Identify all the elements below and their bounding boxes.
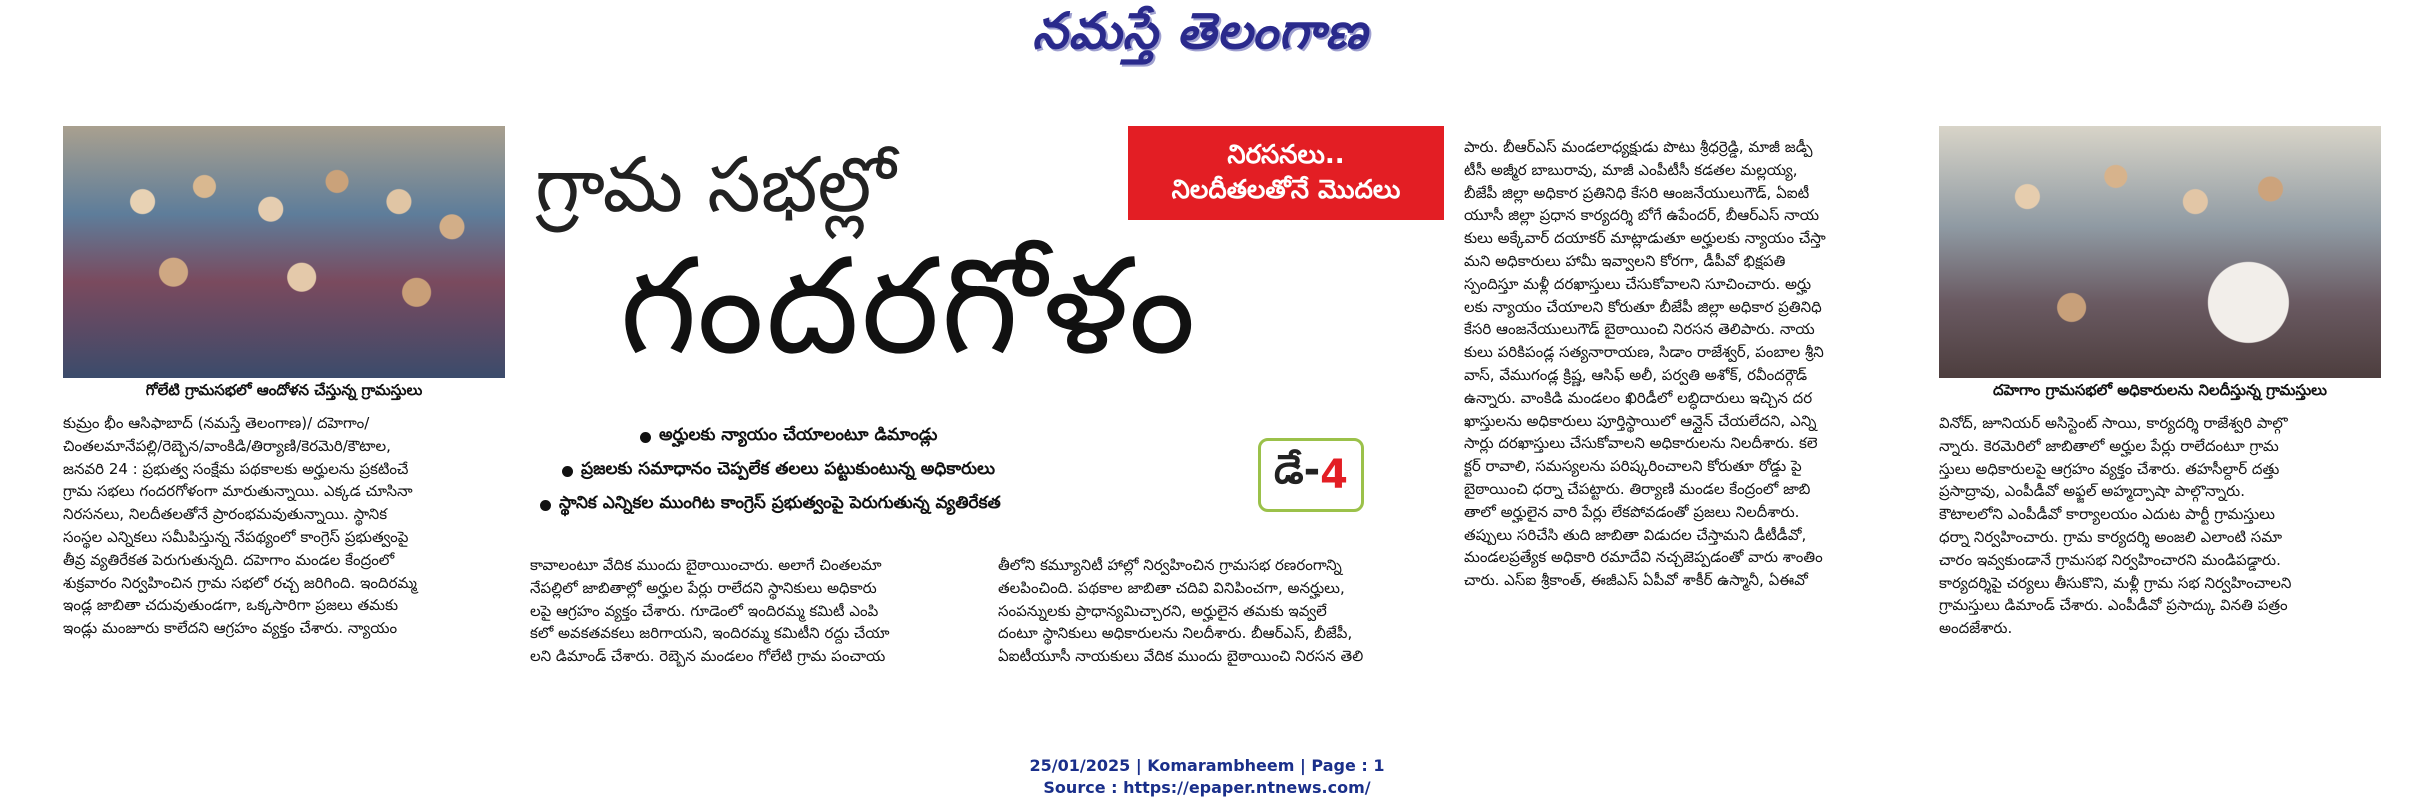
article-line: నిరసనలు, నిలదీతలతోనే ప్రారంభమవుతున్నాయి. స్థానిక [63, 505, 388, 524]
article-line: కేసరి ఆంజనేయులుగౌడ్ బైఠాయించి నిరసన తెలిపారు. నాయ [1464, 320, 1815, 339]
article-line: శుక్రవారం నిర్వహించిన గ్రామ సభలో రచ్చ జరిగింది. ఇందిరమ్మ [63, 573, 417, 592]
article-line: దంటూ స్థానికులు అధికారులను నిలదీశారు. బీఆర్ఎస్, బీజేపీ, [998, 624, 1353, 643]
article-line: టీసీ అజ్మీర బాబురావు, మాజీ ఎంపీటీసీ కడతల మల్లయ్య, [1464, 160, 1798, 179]
article-column-left [63, 412, 505, 640]
article-line: ఇండ్ల జాబితా చదువుతుండగా, ఒక్కసారిగా ప్రజలు తమకు [63, 596, 399, 615]
article-line: కులు పరికిపండ్ల సత్యనారాయణ, సిడాం రాజేశ్వర్, పంబాల శ్రీని [1464, 343, 1824, 362]
article-line: సార్లు దరఖాస్తులు చేసుకోవాలని అధికారులను నిలదీశారు. కలె [1464, 434, 1818, 453]
article-line: తాలో అర్హులైన వారి పేర్లు లేకపోవడంతో ప్రజలు నిలదీశారు. [1464, 502, 1800, 521]
highlight-bullets [540, 420, 1150, 522]
kicker-line-1: నిరసనలు.. [1227, 139, 1345, 170]
bullet-item: స్థానిక ఎన్నికల ముంగిట కాంగ్రెస్ ప్రభుత్వంపై పెరుగుతున్న వ్యతిరేకత [540, 488, 1150, 522]
article-line: లకు న్యాయం చేయాలని కోరుతూ బీజేపీ జిల్లా అధికార ప్రతినిధి [1464, 297, 1822, 316]
headline-line-1: గ్రామ సభల్లో [535, 140, 896, 229]
article-line: యూసీ జిల్లా ప్రధాన కార్యదర్శి బోగే ఉపేందర్, బీఆర్ఎస్ నాయ [1464, 206, 1819, 225]
article-line: తప్పులు సరిచేసి తుది జాబితా విడుదల చేస్తామని డీటీడీవో, [1464, 525, 1807, 544]
article-line: తీవ్ర వ్యతిరేకత పెరుగుతున్నది. దహెగాం మండల కేంద్రంలో [63, 550, 395, 569]
bullet-dot-icon [562, 466, 573, 477]
footer-source-link[interactable]: Source : https://epaper.ntnews.com/ [1043, 778, 1371, 797]
article-column-far-right [1939, 412, 2381, 640]
article-column-middle-2 [998, 554, 1448, 668]
article-line: సంస్థల ఎన్నికలు సమీపిస్తున్న నేపథ్యంలో కాంగ్రెస్ ప్రభుత్వంపై [63, 527, 409, 546]
article-line: మండలప్రత్యేక అధికారి రమాదేవి నచ్చజెప్పడంతో వారు శాంతిం [1464, 548, 1823, 567]
article-line: లపై ఆగ్రహం వ్యక్తం చేశారు. గూడెంలో ఇందిరమ్మ కమిటీ ఎంపి [530, 601, 879, 620]
bullet-dot-icon [540, 500, 551, 511]
photo-caption-left: గోలేటి గ్రామసభలో ఆందోళన చేస్తున్న గ్రామస్తులు [145, 381, 423, 399]
article-line: గ్రామస్తులు డిమాండ్ చేశారు. ఎంపీడీవో ప్రసాద్కు వినతి పత్రం [1939, 596, 2288, 615]
masthead [950, 1, 1450, 70]
article-line: కౌటాలలోని ఎంపీడీవో కార్యాలయం ఎదుట పార్టీ గ్రామస్తులు [1939, 505, 2275, 524]
bullet-item: ప్రజలకు సమాధానం చెప్పలేక తలలు పట్టుకుంటున్న అధికారులు [562, 454, 1150, 488]
article-line: ప్రసాద్రావు, ఎంపీడీవో అఫ్జల్ అహ్మద్పాషా పాల్గొన్నారు. [1939, 482, 2246, 501]
article-line: వినోద్, జూనియర్ అసిస్టెంట్ సాయి, కార్యదర్శి రాజేశ్వరి పాల్గొ [1939, 414, 2288, 432]
article-column-middle-1 [530, 554, 980, 668]
news-photo-left [63, 126, 505, 378]
article-line: కలో అవకతవకలు జరిగాయని, ఇందిరమ్మ కమిటీని రద్దు చేయా [530, 624, 890, 643]
article-line: చింతలమానేపల్లి/రెబ్బెన/వాంకిడి/తిర్యాణి/కెరమెరి/కౌటాల, [63, 436, 391, 455]
kicker-line-2: నిలదీతలతోనే మొదలు [1171, 175, 1401, 205]
bullet-dot-icon [640, 432, 651, 443]
article-line: లని డిమాండ్ చేశారు. రెబ్బెన మండలం గోలేటి గ్రామ పంచాయ [530, 647, 886, 666]
news-photo-right [1939, 126, 2381, 378]
article-line: పారు. బీఆర్ఎస్ మండలాధ్యక్షుడు పొటు శ్రీధర్రెడ్డి, మాజీ జడ్పీ [1464, 138, 1813, 156]
badge-prefix: డే- [1273, 447, 1321, 493]
bullet-item: అర్హులకు న్యాయం చేయాలంటూ డిమాండ్లు [640, 420, 1150, 454]
article-line: న్నారు. కెరమెరిలో జాబితాలో అర్హుల పేర్లు రాలేదంటూ గ్రామ [1939, 436, 2279, 455]
article-line: చారం ఇవ్వకుండానే గ్రామసభ నిర్వహించారని మండిపడ్డారు. [1939, 550, 2281, 569]
article-line: వాస్, వేముగండ్ల క్రిష్ణ, ఆసిఫ్ అలీ, పర్వతి అశోక్, రవీందర్గౌడ్ [1464, 365, 1808, 384]
article-line: కుమ్రం భీం ఆసిఫాబాద్ (నమస్తే తెలంగాణ)/ దహెగాం/ [63, 414, 370, 432]
masthead-title: నమస్తే తెలంగాణ [1032, 1, 1368, 60]
article-line: నేపల్లిలో జాబితాల్లో అర్హుల పేర్లు రాలేదని స్థానికులు అధికారు [530, 578, 877, 597]
article-line: స్తులు అధికారులపై ఆగ్రహం వ్యక్తం చేశారు. తహసీల్దార్ దత్తు [1939, 459, 2280, 478]
article-line: తలపించింది. పథకాల జాబితా చదివి వినిపించగా, అనర్హులు, [998, 578, 1345, 597]
article-line: కులు అక్కేవార్ దయాకర్ మాట్లాడుతూ అర్హులకు న్యాయం చేస్తా [1464, 229, 1826, 248]
article-line: క్టర్ రావాలి, సమస్యలను పరిష్కరించాలని కోరుతూ రోడ్డు పై [1464, 457, 1802, 476]
series-day-badge [1258, 438, 1364, 512]
footer-date-line: 25/01/2025 | Komarambheem | Page : 1 [1029, 756, 1385, 775]
article-line: స్పందిస్తూ మళ్లీ దరఖాస్తులు చేసుకోవాలని సూచించారు. అర్హు [1464, 274, 1812, 293]
article-line: కార్యదర్శిపై చర్యలు తీసుకొని, మళ్లీ గ్రామ సభ నిర్వహించాలని [1939, 573, 2292, 592]
article-line: మని అధికారులు హామీ ఇవ్వాలని కోరగా, డీపీవో భిక్షపతి [1464, 251, 1786, 270]
article-line: బీజేపీ జిల్లా అధికార ప్రతినిధి కేసరి ఆంజనేయులుగౌడ్, ఏఐటీ [1464, 183, 1810, 202]
article-line: కావాలంటూ వేదిక ముందు బైఠాయించారు. అలాగే చింతలమా [530, 556, 882, 574]
article-column-right [1464, 136, 1922, 592]
headline-line-2: గందరగోళం [620, 230, 1198, 384]
article-line: ఏఐటీయూసీ నాయకులు వేదిక ముందు బైఠాయించి నిరసన తెలి [998, 647, 1364, 666]
article-line: బైఠాయించి ధర్నా చేపట్టారు. తిర్యాణి మండల కేంద్రంలో జాబి [1464, 479, 1811, 498]
article-line: ఖాస్తులను అధికారులు పూర్తిస్థాయిలో ఆన్లైన్ చేయలేదని, ఎన్ని [1464, 411, 1817, 430]
article-line: గ్రామ సభలు గందరగోళంగా మారుతున్నాయి. ఎక్కడ చూసినా [63, 482, 413, 501]
article-line: జనవరి 24 : ప్రభుత్వ సంక్షేమ పథకాలకు అర్హులను ప్రకటించే [63, 459, 409, 478]
article-line: సంపన్నులకు ప్రాధాన్యమిచ్చారని, అర్హులైన తమకు ఇవ్వలే [998, 601, 1327, 620]
badge-number: 4 [1320, 452, 1349, 498]
article-line: ఉన్నారు. వాంకిడి మండలం ఖిరిడీలో లబ్ధిదారులు ఇచ్చిన దర [1464, 388, 1813, 407]
article-line: తీలోని కమ్యూనిటీ హాల్లో నిర్వహించిన గ్రామసభ రణరంగాన్ని [998, 556, 1342, 574]
kicker-box [1128, 126, 1444, 220]
article-line: అందజేశారు. [1939, 619, 2013, 638]
article-line: ఇండ్లు మంజూరు కాలేదని ఆగ్రహం వ్యక్తం చేశారు. న్యాయం [63, 619, 398, 638]
article-line: ధర్నా నిర్వహించారు. గ్రామ కార్యదర్శి అంజలి ఎలాంటి సమా [1939, 527, 2283, 546]
photo-caption-right: దహెగాం గ్రామసభలో అధికారులను నిలదీస్తున్న గ్రామస్తులు [1993, 381, 2327, 399]
article-line: చారు. ఎస్ఐ శ్రీకాంత్, ఈజీఎస్ ఏపీవో శాకీర్ ఉస్మానీ, ఏఈవో [1464, 571, 1808, 590]
